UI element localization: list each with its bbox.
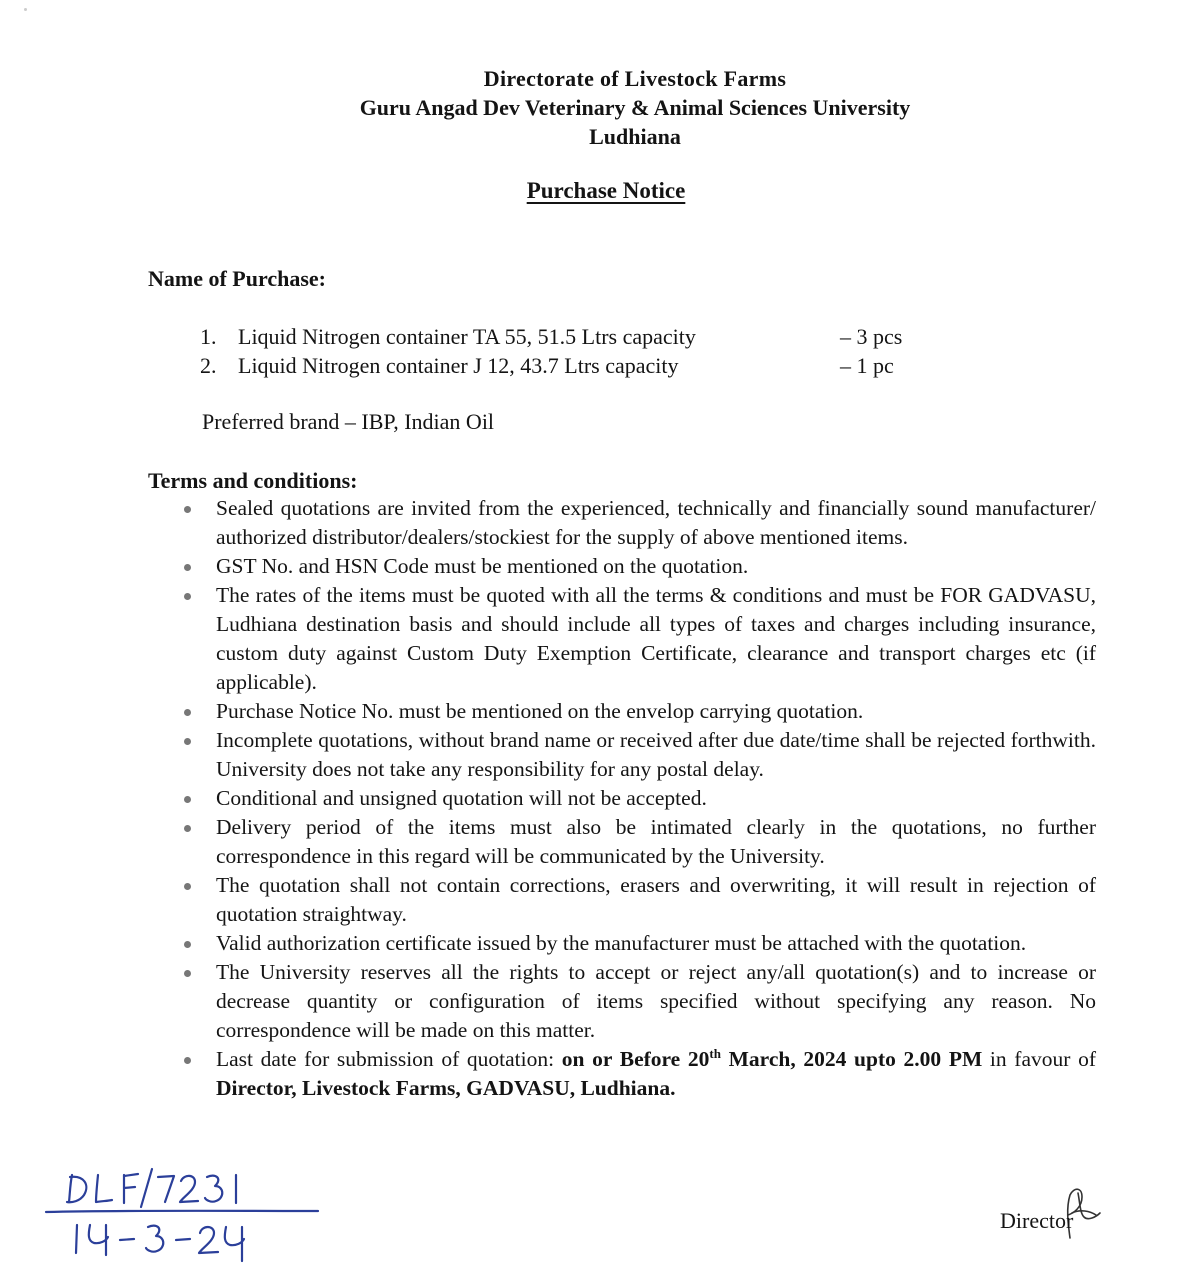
bullet-icon [182, 494, 216, 552]
term-text: The quotation shall not contain corrections, erasers and overwriting, it will result in rejection of quotation straightway. [216, 873, 1096, 926]
item-description: Liquid Nitrogen container TA 55, 51.5 Ltrs capacity [238, 324, 696, 349]
term-item [182, 958, 1096, 1045]
term-text: The University reserves all the rights to accept or reject any/all quotation(s) and to increase or decrease quantity or configuration of items specified without specifying any reason. No correspondence will be made on this matter. [216, 960, 1096, 1042]
last-date-text [216, 1045, 1096, 1103]
bullet-icon [182, 726, 216, 784]
term-text: Sealed quotations are invited from the experienced, technically and financially sound manufacturer/ authorized distributor/dealers/stockiest for the supply of above mentioned items. [216, 496, 1096, 549]
item-number: 2. [200, 353, 217, 378]
city-name: Ludhiana [589, 124, 681, 149]
last-date-prefix: Last date for submission of quotation: [216, 1047, 562, 1071]
bullet-icon [182, 813, 216, 871]
terms-label: Terms and conditions: [148, 468, 358, 493]
term-text: Valid authorization certificate issued by the manufacturer must be attached with the quotation. [216, 931, 1027, 955]
term-item [182, 494, 1096, 552]
term-item [182, 552, 1096, 581]
deadline-rest: March, 2024 upto 2.00 PM [720, 1047, 983, 1071]
university-name: Guru Angad Dev Veterinary & Animal Sciences University [359, 95, 911, 120]
preferred-brand: Preferred brand – IBP, Indian Oil [202, 409, 495, 434]
directorate-title: Directorate of Livestock Farms [483, 66, 787, 91]
bullet-icon [182, 929, 216, 958]
purchase-label: Name of Purchase: [148, 266, 326, 291]
term-item [182, 581, 1096, 697]
notice-title: Purchase Notice [526, 178, 686, 203]
item-quantity: – 1 pc [840, 353, 894, 378]
favour-text: in favour of [982, 1047, 1096, 1071]
deadline-suffix: th [709, 1045, 721, 1061]
term-item [182, 871, 1096, 929]
list-item [200, 351, 960, 380]
deadline-text [562, 1047, 982, 1071]
bullet-icon [182, 581, 216, 697]
payee-text: Director, Livestock Farms, GADVASU, Ludhiana. [216, 1076, 676, 1100]
signatory-title: Director [1000, 1208, 1074, 1233]
term-text: Conditional and unsigned quotation will not be accepted. [216, 786, 707, 810]
term-item [182, 929, 1096, 958]
letterhead [0, 64, 1177, 151]
list-item [200, 322, 960, 351]
item-description: Liquid Nitrogen container J 12, 43.7 Ltrs capacity [238, 353, 679, 378]
term-text: Incomplete quotations, without brand name or received after due date/time shall be rejected forthwith. University does not take any responsibility for any postal delay. [216, 728, 1096, 781]
purchase-items-list [200, 322, 960, 380]
term-item [182, 697, 1096, 726]
item-quantity: – 3 pcs [840, 324, 903, 349]
bullet-icon [182, 784, 216, 813]
bullet-icon [182, 697, 216, 726]
bullet-icon [182, 552, 216, 581]
bullet-icon [182, 1045, 216, 1103]
handwritten-reference-icon [40, 1165, 330, 1265]
term-item [182, 726, 1096, 784]
term-text: The rates of the items must be quoted with all the terms & conditions and must be FOR GADVASU, Ludhiana destination basis and should include all types of taxes and charges including insurance, custom duty against Custom Duty Exemption Certificate, clearance and transport charges etc (if applicable). [216, 583, 1096, 694]
bullet-icon [182, 958, 216, 1045]
term-text: Delivery period of the items must also be intimated clearly in the quotations, no further correspondence in this regard will be communicated by the University. [216, 815, 1096, 868]
term-item [182, 813, 1096, 871]
term-item [182, 784, 1096, 813]
scan-speck [24, 8, 27, 11]
deadline-day: on or Before 20 [561, 1047, 710, 1071]
term-text: GST No. and HSN Code must be mentioned on the quotation. [216, 554, 749, 578]
bullet-icon [182, 871, 216, 929]
term-item-last-date [182, 1045, 1096, 1103]
item-number: 1. [200, 324, 217, 349]
terms-list [182, 494, 1096, 1103]
term-text: Purchase Notice No. must be mentioned on the envelop carrying quotation. [216, 699, 864, 723]
